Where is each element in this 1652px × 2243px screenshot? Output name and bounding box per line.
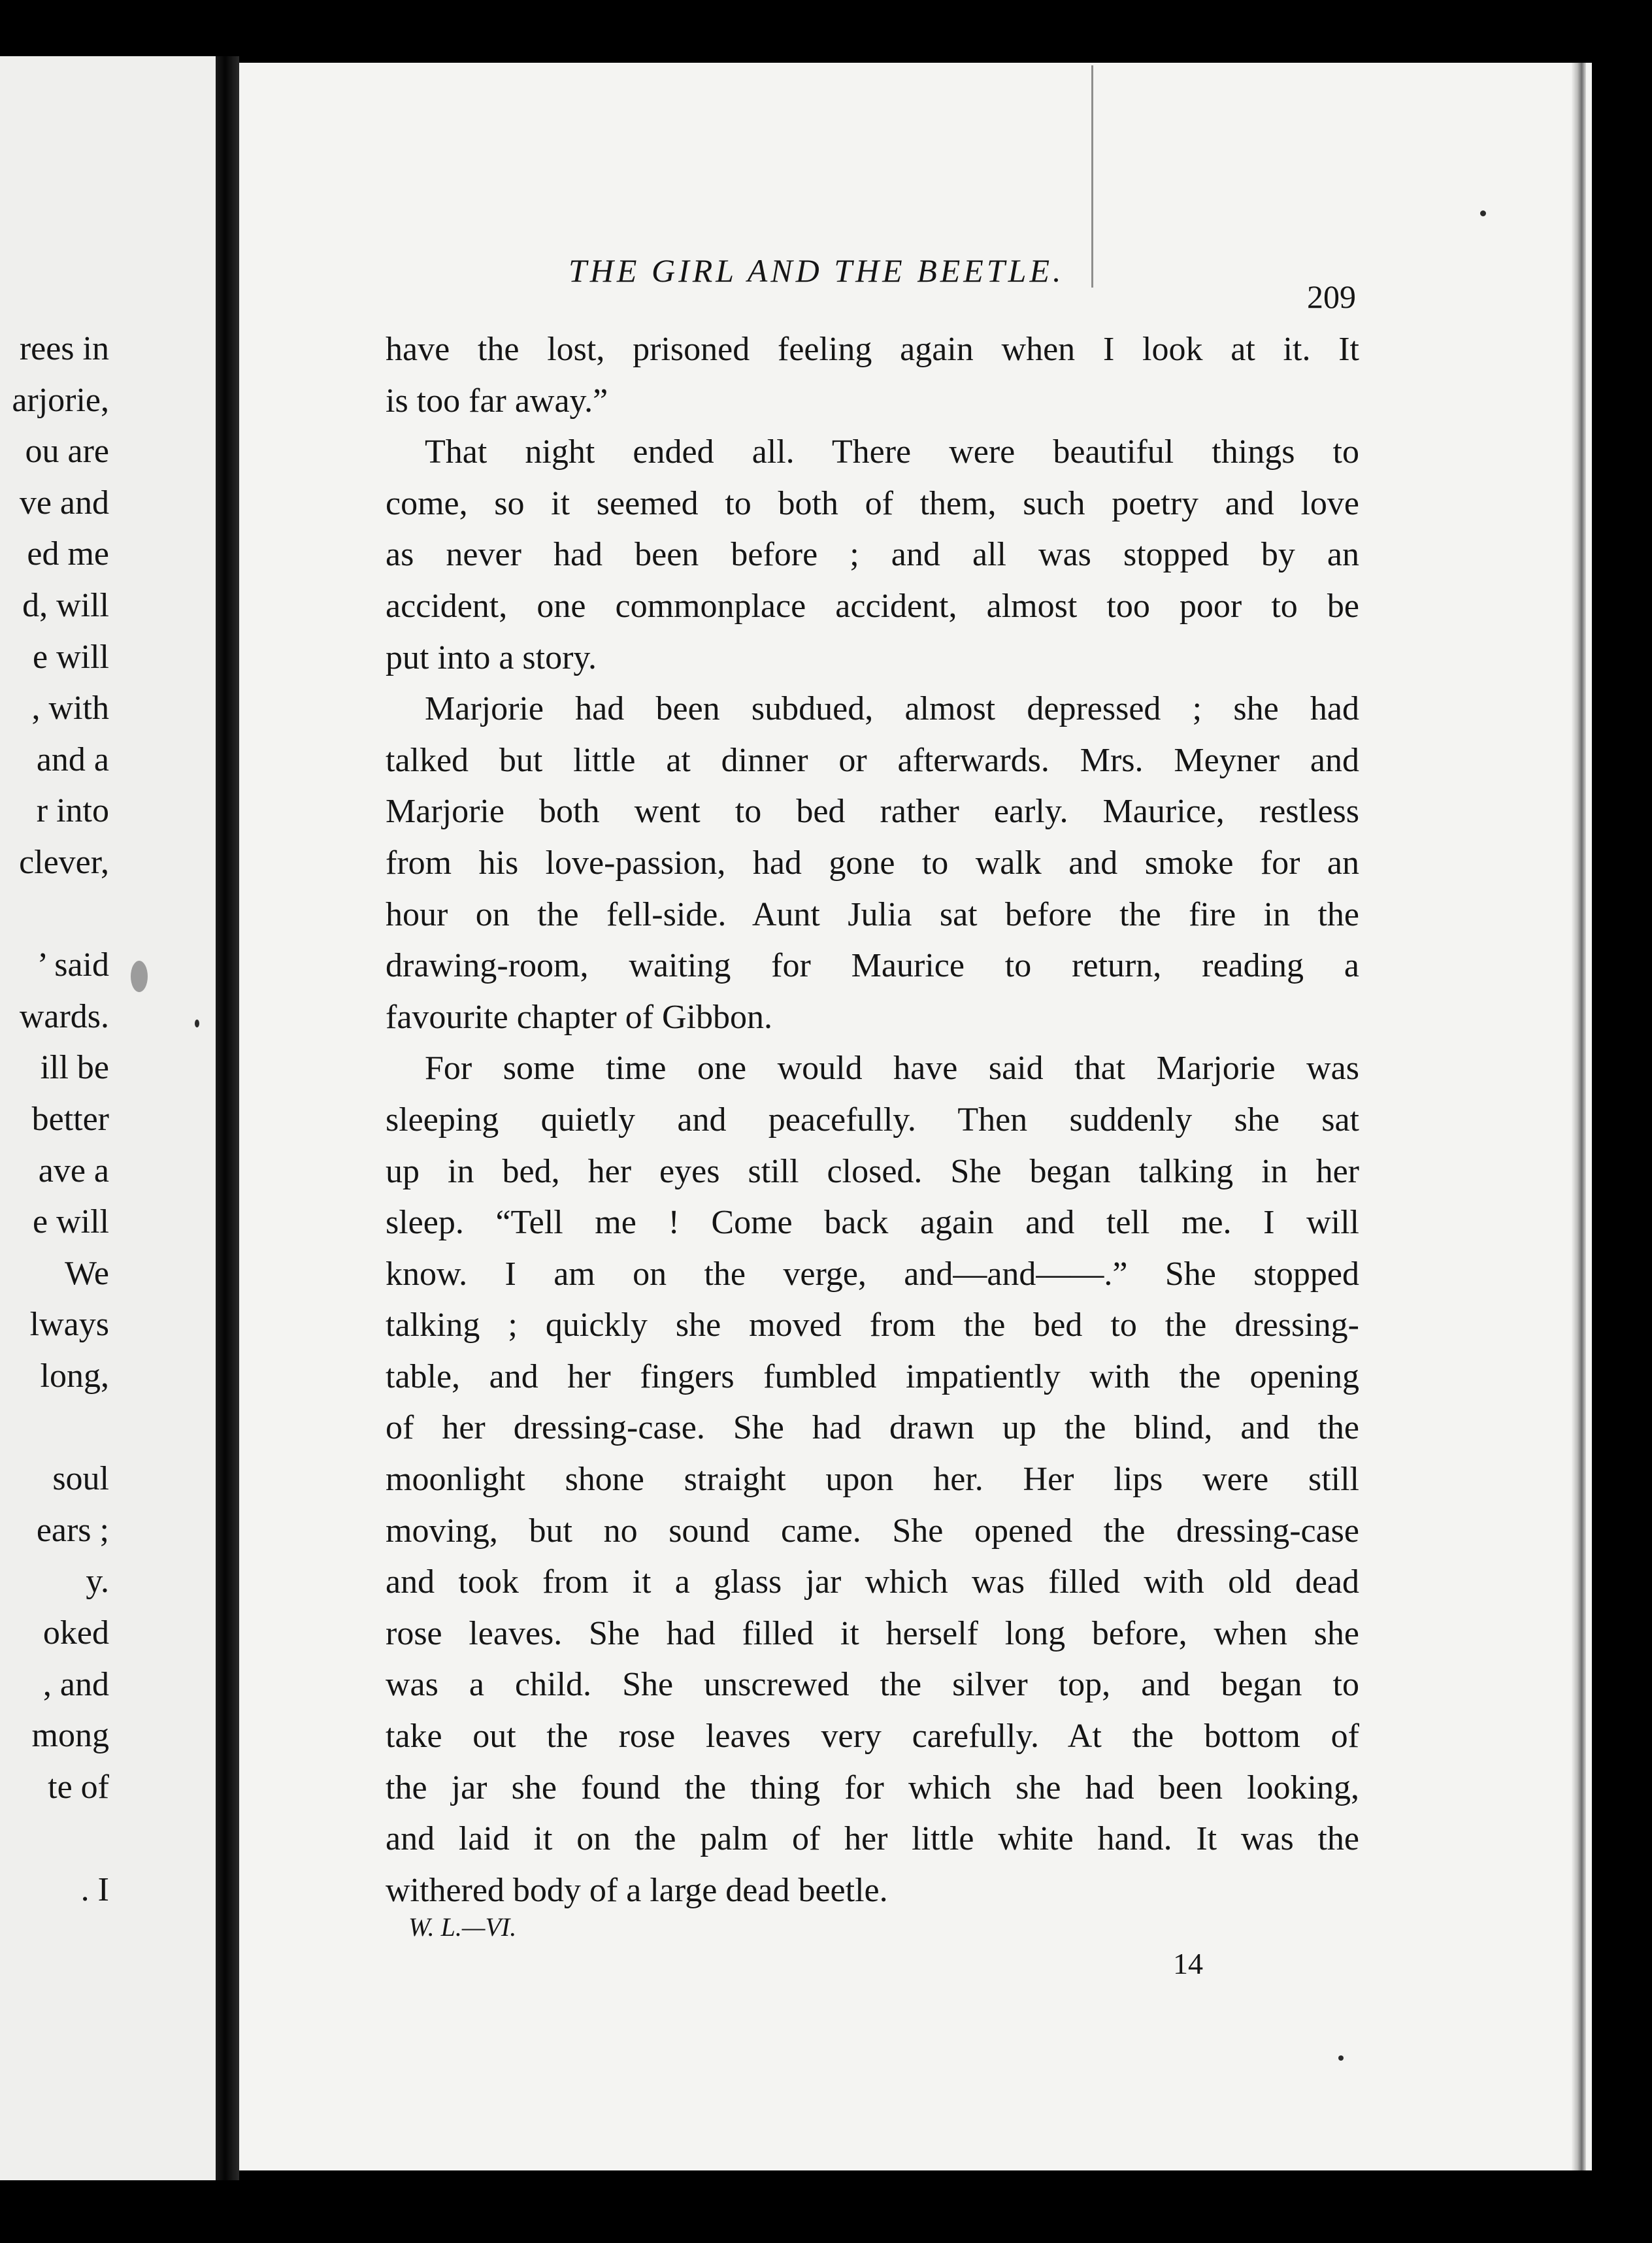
facing-page-line: lways [29, 1306, 109, 1344]
scan-artifact-line [1091, 65, 1093, 288]
page-number: 209 [1307, 278, 1356, 315]
scan-speck [1338, 2055, 1344, 2061]
body-line: rose leaves. She had filled it herself long before, when she [386, 1614, 1359, 1652]
signature-number: 14 [1173, 1947, 1203, 1980]
facing-page-line: . I [80, 1871, 109, 1908]
body-line: moving, but no sound came. She opened the dressing-case [386, 1512, 1359, 1550]
facing-page-line: r into [36, 792, 109, 830]
body-line: and took from it a glass jar which was filled with old dead [386, 1563, 1359, 1601]
body-line: drawing-room, waiting for Maurice to return, reading a [386, 947, 1359, 985]
body-line: take out the rose leaves very carefully. At the bottom of [386, 1718, 1359, 1755]
facing-page-line: better [31, 1101, 109, 1138]
body-line: know. I am on the verge, and—and——.” She stopped [386, 1255, 1359, 1293]
body-line: That night ended all. There were beautiful things to [425, 433, 1359, 471]
facing-page-line: mong [31, 1717, 109, 1755]
body-line: withered body of a large dead beetle. [386, 1871, 888, 1909]
facing-page-line: e will [33, 1203, 109, 1241]
body-line: hour on the fell-side. Aunt Julia sat before the fire in the [386, 895, 1359, 933]
facing-page-line: ill be [40, 1049, 109, 1087]
facing-page-line: rees in [19, 330, 109, 367]
facing-page-line: , and [42, 1665, 109, 1703]
facing-page-line: long, [40, 1357, 109, 1395]
facing-page-line: ave a [38, 1152, 109, 1189]
facing-page-line: ve and [19, 484, 109, 522]
page-edge [1572, 63, 1586, 2170]
body-text [386, 324, 1359, 1916]
facing-page-line: ’ said [37, 946, 109, 984]
body-line: have the lost, prisoned feeling again when I look at it. It [386, 331, 1359, 368]
body-line: sleeping quietly and peacefully. Then suddenly she sat [386, 1101, 1359, 1138]
facing-page-line: ou are [25, 433, 109, 471]
scan-speck [195, 1020, 199, 1027]
facing-page-line: We [65, 1254, 109, 1292]
body-line: table, and her fingers fumbled impatiently with the opening [386, 1357, 1359, 1395]
scan-speck [131, 961, 148, 992]
book-gutter [216, 56, 239, 2180]
facing-page-line: ed me [27, 535, 109, 573]
body-line: up in bed, her eyes still closed. She began talking in her [386, 1152, 1359, 1190]
body-line: was a child. She unscrewed the silver top, and began to [386, 1666, 1359, 1704]
body-line: Marjorie both went to bed rather early. Maurice, restless [386, 793, 1359, 831]
facing-page-line: and a [36, 740, 109, 778]
body-line: moonlight shone straight upon her. Her lips were still [386, 1461, 1359, 1499]
facing-page-line: soul [52, 1460, 109, 1498]
signature-mark: W. L.—VI. [408, 1912, 517, 1942]
body-line: of her dressing-case. She had drawn up the blind, and the [386, 1409, 1359, 1447]
body-line: talking ; quickly she moved from the bed to the dressing- [386, 1306, 1359, 1344]
facing-page-line: ears ; [36, 1511, 109, 1549]
facing-page-fragment [0, 56, 216, 2180]
body-line: sleep. “Tell me ! Come back again and tell me. I will [386, 1204, 1359, 1242]
facing-page-line: arjorie, [12, 381, 109, 419]
body-line: For some time one would have said that Marjorie was [425, 1050, 1359, 1088]
body-line: favourite chapter of Gibbon. [386, 998, 773, 1036]
facing-page-line: d, will [22, 587, 109, 624]
body-line: put into a story. [386, 639, 597, 676]
body-line: from his love-passion, had gone to walk and smoke for an [386, 844, 1359, 882]
facing-page-line: y. [86, 1563, 109, 1601]
body-line: as never had been before ; and all was stopped by an [386, 536, 1359, 574]
body-line: accident, one commonplace accident, almost too poor to be [386, 587, 1359, 625]
body-line: talked but little at dinner or afterwards. Mrs. Meyner and [386, 741, 1359, 779]
facing-page-line: wards. [19, 997, 109, 1035]
facing-page-line: clever, [19, 844, 109, 881]
facing-page-line: te of [48, 1768, 109, 1806]
body-line: the jar she found the thing for which she had been looking, [386, 1769, 1359, 1806]
body-line: come, so it seemed to both of them, such poetry and love [386, 484, 1359, 522]
body-line: and laid it on the palm of her little white hand. It was the [386, 1820, 1359, 1858]
facing-page-line: oked [42, 1614, 109, 1652]
body-line: is too far away.” [386, 382, 608, 420]
scan-speck [1480, 210, 1486, 216]
facing-page-line: e will [33, 638, 109, 676]
body-line: Marjorie had been subdued, almost depressed ; she had [425, 690, 1359, 728]
running-head: THE GIRL AND THE BEETLE. [569, 252, 1065, 289]
facing-page-line: , with [31, 690, 109, 727]
